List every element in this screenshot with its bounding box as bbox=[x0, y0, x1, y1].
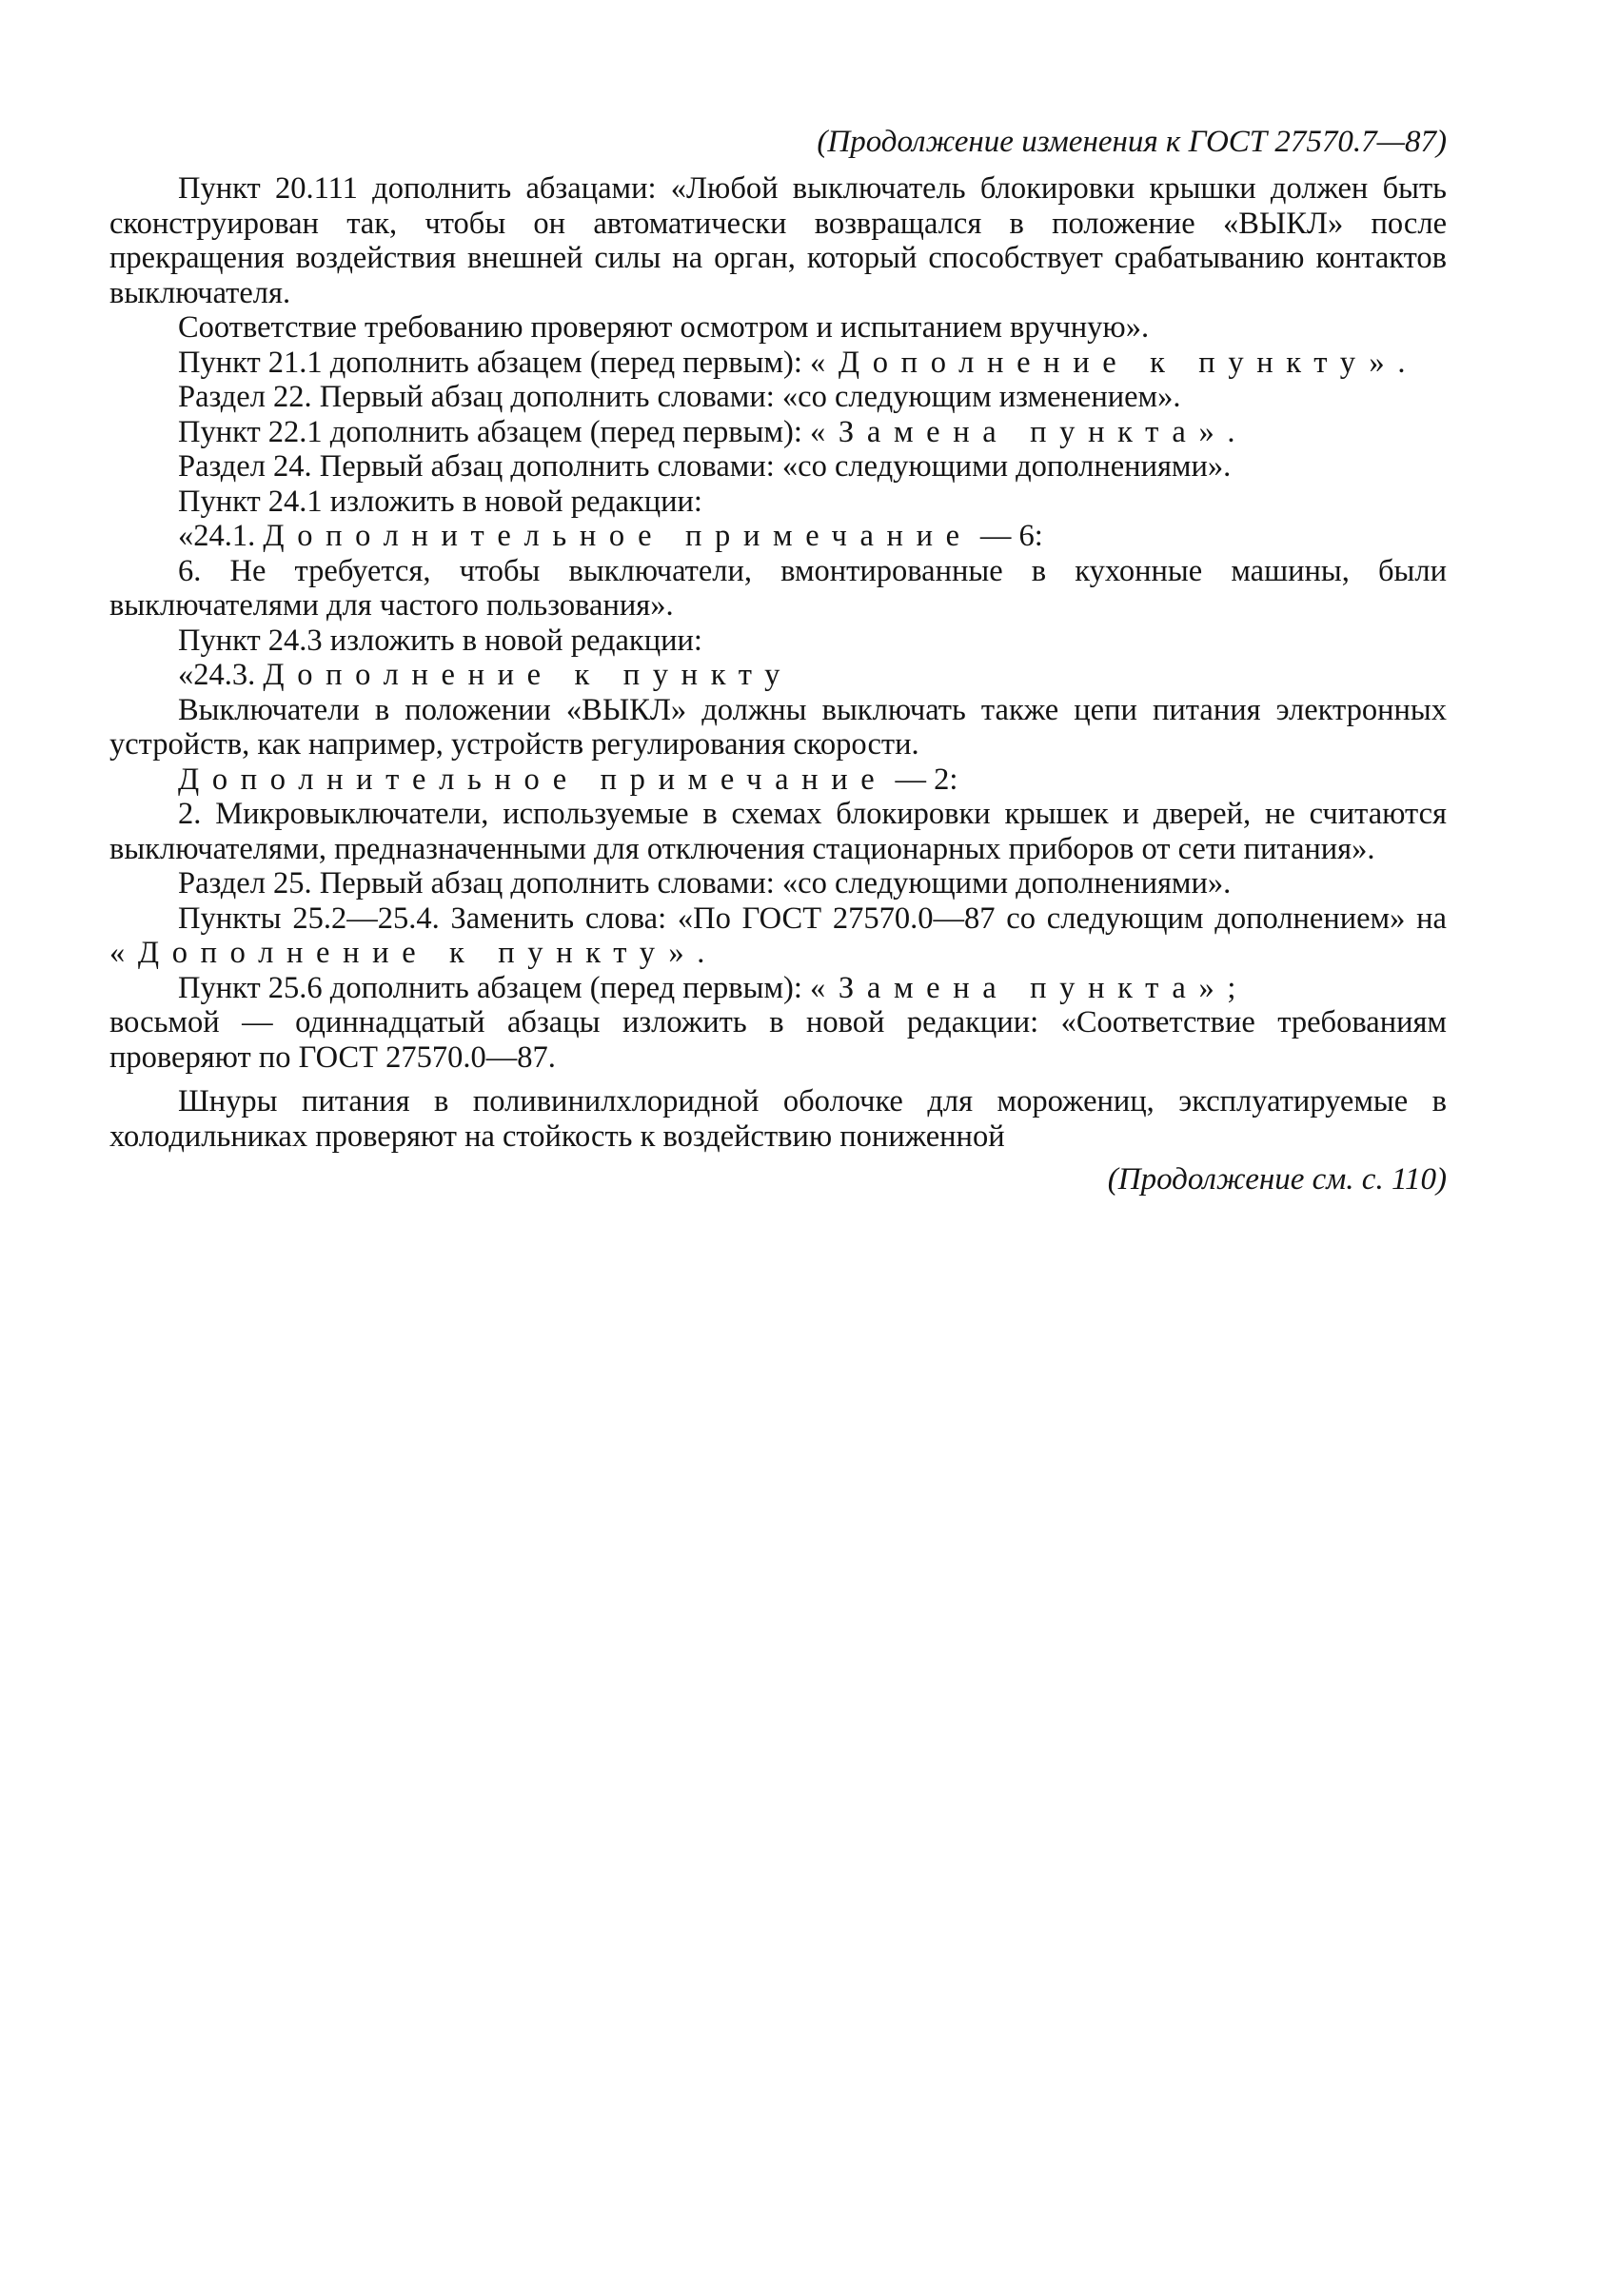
paragraph-section-22: Раздел 22. Первый абзац дополнить словами: «со следующим изменением». bbox=[178, 380, 1181, 414]
document-page bbox=[109, 122, 1447, 1199]
document-body bbox=[109, 171, 1447, 1154]
spaced-term: «Дополнение к пункту». bbox=[109, 936, 719, 970]
paragraph-note-2: 2. Микровыключатели, используемые в схемах блокировки крышек и дверей, не считаются выключателями, предназначенными для отключения стационарных приборов от сети питания». bbox=[109, 797, 1447, 866]
spaced-term: «Замена пункта»; bbox=[810, 970, 1250, 1005]
paragraph-section-25: Раздел 25. Первый абзац дополнить словами: «со следующими дополнениями». bbox=[178, 866, 1232, 901]
paragraph-compliance-manual: Соответствие требованию проверяют осмотром и испытанием вручную». bbox=[178, 310, 1150, 345]
spaced-term: Дополнительное примечание bbox=[178, 762, 888, 797]
paragraph-text: Пункты 25.2—25.4. Заменить слова: «По ГОСТ 27570.0—87 со следующим дополнением» на bbox=[178, 901, 1447, 936]
continuation-footer: (Продолжение см. с. 110) bbox=[1107, 1162, 1447, 1197]
paragraph-power-cords: Шнуры питания в поливинилхлоридной оболочке для морожениц, эксплуатируемые в холодильниках проверяют на стойкость к воздействию пониженной bbox=[109, 1084, 1447, 1154]
paragraph-text: Пункт 22.1 дополнить абзацем (перед первым): bbox=[178, 414, 811, 449]
paragraph-24-1-note bbox=[109, 519, 1447, 554]
spaced-term: Дополнение к пункту bbox=[263, 658, 794, 692]
paragraph-text: — 6: bbox=[972, 519, 1043, 553]
paragraph-24-3-intro: Пункт 24.3 изложить в новой редакции: bbox=[178, 623, 702, 658]
spaced-term: Дополнительное примечание bbox=[263, 519, 973, 553]
paragraph-21-1 bbox=[109, 346, 1447, 381]
paragraph-24-1-intro: Пункт 24.1 изложить в новой редакции: bbox=[178, 484, 702, 519]
spaced-term: «Дополнение к пункту». bbox=[810, 345, 1419, 380]
paragraph-22-1 bbox=[109, 415, 1447, 450]
paragraph-text: — 2: bbox=[887, 762, 958, 797]
paragraph-eighth-eleventh: восьмой — одиннадцатый абзацы изложить в новой редакции: «Соответствие требованиям проверяют по ГОСТ 27570.0—87. bbox=[109, 1005, 1447, 1075]
paragraph-20-111: Пункт 20.111 дополнить абзацами: «Любой выключатель блокировки крышки должен быть сконструирован так, чтобы он автоматически возвращался в положение «ВЫКЛ» после прекращения воздействия внешней силы на орган, который способствует срабатыванию контактов выключателя. bbox=[109, 171, 1447, 310]
continuation-header: (Продолжение изменения к ГОСТ 27570.7—87) bbox=[817, 125, 1447, 159]
paragraph-section-24: Раздел 24. Первый абзац дополнить словами: «со следующими дополнениями». bbox=[178, 449, 1232, 484]
spaced-term: «Замена пункта». bbox=[810, 414, 1249, 449]
paragraph-text: Пункт 21.1 дополнить абзацем (перед первым): bbox=[178, 345, 811, 380]
paragraph-note-2-heading bbox=[109, 762, 1447, 798]
paragraph-text: Пункт 25.6 дополнить абзацем (перед первым): bbox=[178, 970, 811, 1005]
paragraph-text: «24.1. bbox=[178, 519, 264, 553]
paragraph-switches-off: Выключатели в положении «ВЫКЛ» должны выключать также цепи питания электронных устройств, как например, устройств регулирования скорости. bbox=[109, 692, 1447, 762]
paragraph-24-3-addition bbox=[109, 658, 1447, 693]
paragraph-25-2-25-4 bbox=[109, 901, 1447, 971]
paragraph-note-6: 6. Не требуется, чтобы выключатели, вмонтированные в кухонные машины, были выключателями для частого пользования». bbox=[109, 553, 1447, 623]
paragraph-text: «24.3. bbox=[178, 658, 264, 692]
paragraph-25-6 bbox=[109, 971, 1447, 1006]
